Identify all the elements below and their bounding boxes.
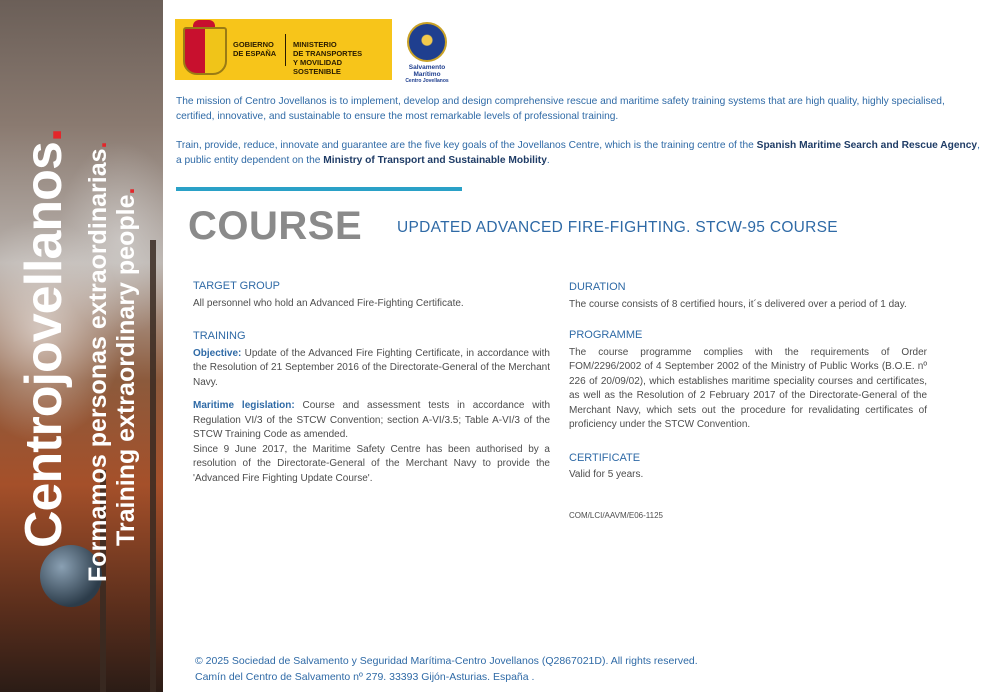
programme-heading: PROGRAMME xyxy=(569,329,643,341)
ministry-link-text: Ministry of Transport and Sustainable Mobility xyxy=(323,155,547,166)
copyright-text: © 2025 Sociedad de Salvamento y Seguridad Marítima-Centro Jovellanos (Q2867021D). All rights reserved. xyxy=(195,655,698,667)
certificate-text: Valid for 5 years. xyxy=(569,469,644,480)
training-heading: TRAINING xyxy=(193,330,246,342)
duration-text: The course consists of 8 certified hours, it´s delivered over a period of 1 day. xyxy=(569,298,907,310)
sasemar-name: Salvamento Marítimo xyxy=(408,64,446,78)
legislation-paragraph: Maritime legislation: Course and assessment tests in accordance with Regulation VI/3 of the STCW Convention; section A-VI/3.5; Table A-VI/3 of the STCW Training Code as amended. xyxy=(193,400,551,440)
ministry-name: MINISTERIO DE TRANSPORTES Y MOVILIDAD SOSTENIBLE xyxy=(293,40,363,76)
course-label: COURSE xyxy=(188,204,363,248)
left-column xyxy=(193,279,550,486)
ladder-rail xyxy=(150,240,156,692)
tagline-es: Formamos personas extraordinarias. xyxy=(84,141,112,582)
anchor-emblem-icon xyxy=(407,22,447,62)
sasemar-subname: Centro Jovellanos xyxy=(405,78,449,84)
coat-of-arms-icon xyxy=(183,27,227,75)
mission-intro xyxy=(176,94,986,182)
objective-paragraph: Objective: Update of the Advanced Fire Fighting Certificate, in accordance with the Resolution of 21 September 2016 of the Directorate-General of the Merchant Navy. xyxy=(193,347,550,388)
goals-paragraph: Train, provide, reduce, innovate and guarantee are the five key goals of the Jovellanos Centre, which is the training centre of the Spanish Maritime Search and Rescue Agency, a public entity dependent on the Ministry of Transport and Sustainable Mobility. xyxy=(176,140,980,166)
brand-text: Centrojovellanos. xyxy=(15,128,73,548)
target-group-text: All personnel who hold an Advanced Fire-Fighting Certificate. xyxy=(193,297,464,309)
section-divider xyxy=(176,187,462,191)
government-logo xyxy=(175,19,392,80)
logo-divider xyxy=(285,34,286,66)
certificate-heading: CERTIFICATE xyxy=(569,451,641,464)
address-text: Camín del Centro de Salvamento nº 279. 33393 Gijón-Asturias. España . xyxy=(195,671,535,683)
side-photo-banner xyxy=(0,0,163,692)
target-group-heading: TARGET GROUP xyxy=(193,280,280,292)
tagline-en: Training extraordinary people. xyxy=(112,187,140,546)
salvamento-maritimo-logo xyxy=(396,22,458,84)
right-column xyxy=(569,280,927,523)
authorisation-paragraph: Since 9 June 2017, the Maritime Safety Centre has been authorised by a resolution of the Directorate-General of the Merchant Navy to provide the 'Advanced Fire Fighting Update Course'. xyxy=(193,443,550,484)
duration-heading: DURATION xyxy=(569,281,626,293)
course-title: UPDATED ADVANCED FIRE-FIGHTING. STCW-95 COURSE xyxy=(397,219,838,236)
mission-paragraph: The mission of Centro Jovellanos is to implement, develop and design comprehensive rescue and maritime safety training systems that are high quality, highly specialised, certified, innovative, and sustainable to ensure the most remarkable levels of professional training. xyxy=(176,96,945,122)
document-reference: COM/LCI/AAVM/E06-1125 xyxy=(569,510,663,520)
agency-name: Spanish Maritime Search and Rescue Agency xyxy=(756,140,978,151)
programme-text: The course programme complies with the requirements of Order FOM/2296/2002 of 4 September 2002 of the Ministry of Public Works (B.O.E. nº 226 of 20/09/02), which establishes maritime speciality courses and certificates, as well as the Resolution of 2 February 2017 of the Directorate-General of the Merchant Navy, which sets out the procedure for revalidating certificates of proficiency under the STCW Convention. xyxy=(569,346,927,430)
gov-name: GOBIERNO DE ESPAÑA xyxy=(233,40,277,58)
footer xyxy=(195,653,698,685)
